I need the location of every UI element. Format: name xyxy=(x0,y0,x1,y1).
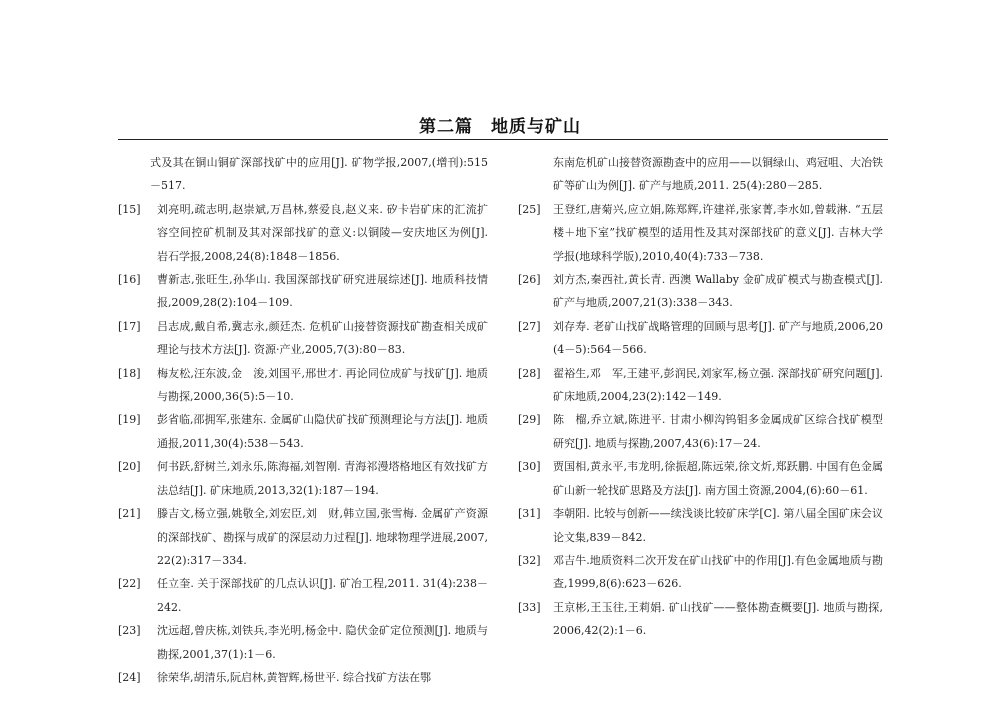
reference-item xyxy=(518,315,883,362)
reference-number: [24] xyxy=(118,670,141,684)
reference-number: [22] xyxy=(118,577,141,591)
reference-text: 王京彬,王玉往,王莉娟. 矿山找矿——整体勘查概要[J]. 地质与勘探,2006,42(2):1－6. xyxy=(553,600,883,638)
left-column xyxy=(118,151,488,689)
reference-text: 式及其在铜山铜矿深部找矿中的应用[J]. 矿物学报,2007,(增刊):515－517. xyxy=(150,156,488,193)
reference-number: [32] xyxy=(518,553,541,567)
reference-text: 任立奎. 关于深部找矿的几点认识[J]. 矿冶工程,2011. 31(4):238－242. xyxy=(157,577,488,614)
reference-text: 曹新志,张旺生,孙华山. 我国深部找矿研究进展综述[J]. 地质科技情报,2009,28(2):104－109. xyxy=(157,273,488,310)
reference-number: [26] xyxy=(518,273,541,287)
reference-number: [31] xyxy=(518,507,541,521)
reference-item xyxy=(118,455,488,502)
reference-item xyxy=(118,315,488,362)
reference-text: 徐荣华,胡清乐,阮启林,黄智辉,杨世平. 综合找矿方法在鄂 xyxy=(157,670,431,684)
right-column xyxy=(518,151,883,643)
reference-text: 刘方杰,秦西社,黄长青. 西澳 Wallaby 金矿成矿模式与勘查模式[J]. 矿产与地质,2007,21(3):338－343. xyxy=(553,273,883,310)
reference-number: [16] xyxy=(118,273,141,287)
reference-text: 翟裕生,邓 军,王建平,彭润民,刘家军,杨立强. 深部找矿研究问题[J]. 矿床地质,2004,23(2):142－149. xyxy=(553,366,883,404)
reference-item xyxy=(518,502,883,549)
reference-item xyxy=(118,198,488,268)
reference-number: [27] xyxy=(518,319,541,333)
reference-item xyxy=(118,408,488,455)
reference-item xyxy=(118,362,488,409)
reference-item xyxy=(518,408,883,455)
reference-text: 沈远超,曾庆栋,刘铁兵,李光明,杨金中. 隐伏金矿定位预测[J]. 地质与勘探,2001,37(1):1－6. xyxy=(157,624,488,661)
reference-number: [29] xyxy=(518,413,541,427)
reference-number: [25] xyxy=(518,202,541,216)
reference-text: 李朝阳. 比较与创新——续浅谈比较矿床学[C]. 第八届全国矿床会议论文集,839－842. xyxy=(553,507,883,544)
reference-item xyxy=(518,549,883,596)
reference-number: [30] xyxy=(518,460,541,474)
reference-text: 陈 榴,乔立斌,陈进平. 甘肃小柳沟钨钼多金属成矿区综合找矿模型研究[J]. 地质与探勘,2007,43(6):17－24. xyxy=(553,413,883,450)
page-title: 第二篇 地质与矿山 xyxy=(419,117,581,137)
reference-text: 刘存寿. 老矿山找矿战略管理的回顾与思考[J]. 矿产与地质,2006,20(4－5):564－566. xyxy=(553,319,883,357)
header-rule xyxy=(118,139,888,140)
reference-number: [20] xyxy=(118,460,141,474)
reference-number: [23] xyxy=(118,624,141,638)
reference-text: 何书跃,舒树兰,刘永乐,陈海福,刘智刚. 青海祁漫塔格地区有效找矿方法总结[J]. 矿床地质,2013,32(1):187－194. xyxy=(157,460,488,497)
reference-item xyxy=(518,268,883,315)
reference-number: [33] xyxy=(518,600,541,614)
reference-text: 滕吉文,杨立强,姚敬全,刘宏臣,刘 财,韩立国,张雪梅. 金属矿产资源的深部找矿、勘探与成矿的深层动力过程[J]. 地球物理学进展,2007,22(2):317－334. xyxy=(157,507,488,567)
reference-item xyxy=(118,572,488,619)
reference-number: [28] xyxy=(518,366,541,380)
reference-number: [19] xyxy=(118,413,141,427)
reference-number: [17] xyxy=(118,319,141,333)
reference-number: [21] xyxy=(118,507,141,521)
reference-text: 贾国相,黄永平,韦龙明,徐振超,陈远荣,徐文炘,郑跃鹏. 中国有色金属矿山新一轮找矿思路及方法[J]. 南方国土资源,2004,(6):60－61. xyxy=(553,460,883,497)
reference-item xyxy=(518,455,883,502)
reference-text: 梅友松,汪东波,金 浚,刘国平,邢世才. 再论同位成矿与找矿[J]. 地质与勘探,2000,36(5):5－10. xyxy=(157,366,488,404)
reference-item xyxy=(518,596,883,643)
reference-text: 刘亮明,疏志明,赵崇斌,万昌林,蔡爱良,赵义来. 矽卡岩矿床的汇流扩容空间控矿机制及其对深部找矿的意义:以铜陵—安庆地区为例[J]. 岩石学报,2008,24(8):1848－1856. xyxy=(157,202,488,263)
reference-text: 邓吉牛.地质资料二次开发在矿山找矿中的作用[J].有色金属地质与勘查,1999,8(6):623－626. xyxy=(553,553,883,591)
reference-item xyxy=(118,666,488,689)
reference-text: 东南危机矿山接替资源勘查中的应用——以铜绿山、鸡冠咀、大冶铁矿等矿山为例[J]. 矿产与地质,2011. 25(4):280－285. xyxy=(553,156,883,193)
reference-number: [15] xyxy=(118,202,141,216)
reference-continuation xyxy=(518,151,883,198)
reference-item xyxy=(118,619,488,666)
reference-text: 吕志成,戴自希,冀志永,颜廷杰. 危机矿山接替资源找矿勘查相关成矿理论与技术方法[J]. 资源·产业,2005,7(3):80－83. xyxy=(157,319,488,357)
reference-continuation xyxy=(118,151,488,198)
reference-item xyxy=(118,502,488,572)
reference-text: 王登红,唐菊兴,应立娟,陈郑辉,许建祥,张家菁,李水如,曾载淋. “五层楼＋地下室”找矿模型的适用性及其对深部找矿的意义[J]. 吉林大学学报(地球科学版),2010,40(4):733－738. xyxy=(553,202,883,263)
reference-item xyxy=(118,268,488,315)
reference-item xyxy=(518,362,883,409)
reference-item xyxy=(518,198,883,268)
reference-text: 彭省临,邵拥军,张建东. 金属矿山隐伏矿找矿预测理论与方法[J]. 地质通报,2011,30(4):538－543. xyxy=(157,413,488,450)
reference-number: [18] xyxy=(118,366,141,380)
